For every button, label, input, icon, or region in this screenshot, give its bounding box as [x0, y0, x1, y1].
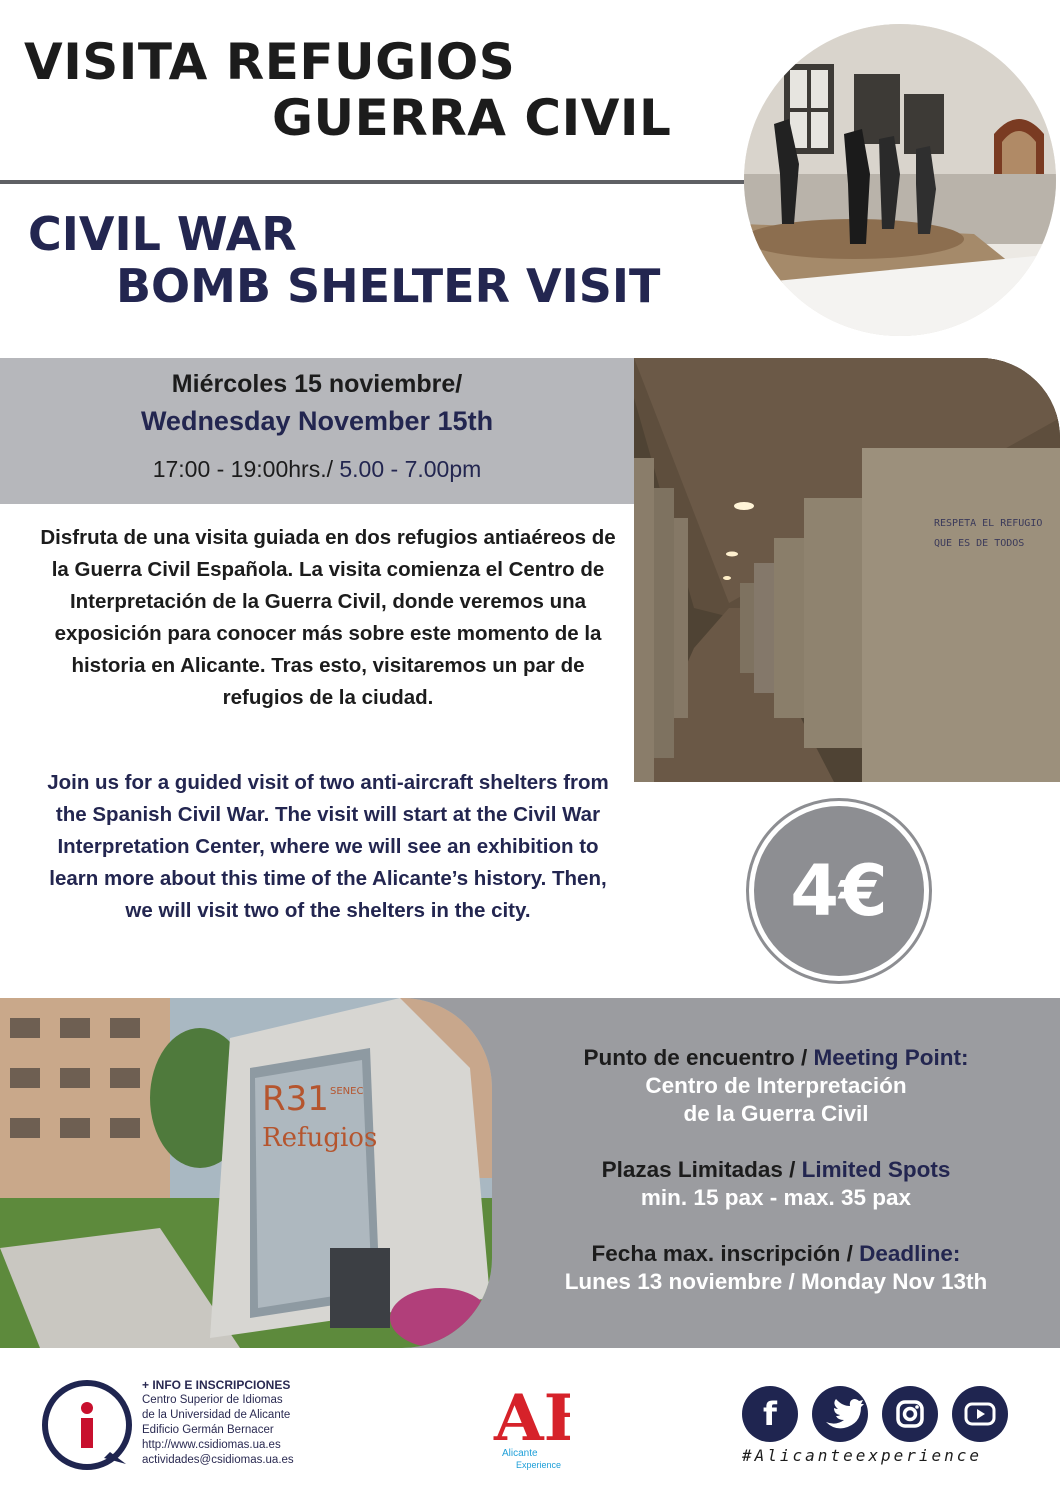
logo-sub2: Experience [516, 1460, 562, 1470]
title-en-line1: CIVIL WAR [28, 207, 297, 261]
price-badge: 4€ [754, 806, 924, 976]
twitter-icon[interactable] [812, 1386, 868, 1442]
meeting-value-line1: Centro de Interpretación [645, 1073, 907, 1098]
contact-heading: + INFO E INSCRIPCIONES [142, 1378, 291, 1392]
spots-value: min. 15 pax - max. 35 pax [640, 1185, 912, 1210]
header-divider [0, 180, 760, 184]
contact-line: de la Universidad de Alicante [142, 1409, 291, 1421]
contact-info [142, 1378, 382, 1468]
youtube-icon[interactable] [952, 1386, 1008, 1442]
entrance-sign-word: Refugios [262, 1123, 378, 1153]
email-link[interactable]: actividades@csidiomas.ua.es [142, 1454, 294, 1466]
contact-line: Centro Superior de Idiomas [142, 1394, 283, 1406]
description-english: Join us for a guided visit of two anti-aircraft shelters from the Spanish Civil War. The visit will start at the Civil War Interpretation Center, where we will see an exhibition to learn more about this time of the Alicante’s history. Then, we will visit two of the shelters in the city. [47, 771, 609, 922]
tunnel-sign-line2: QUE ES DE TODOS [934, 538, 1025, 549]
limited-spots [512, 1156, 1040, 1212]
shelter-entrance-photo [0, 998, 492, 1348]
entrance-sign-code: R31 [262, 1079, 329, 1119]
deadline-value: Lunes 13 noviembre / Monday Nov 13th [564, 1269, 988, 1294]
deadline [512, 1240, 1040, 1296]
title-en-line2: BOMB SHELTER VISIT [116, 259, 661, 313]
logo-sub1: Alicante [502, 1448, 538, 1459]
alicante-experience-logo [490, 1368, 570, 1478]
time-spanish: 17:00 - 19:00hrs./ [152, 456, 333, 482]
deadline-key-en: Deadline: [859, 1241, 961, 1266]
title-spanish [24, 34, 744, 146]
title-english [28, 208, 748, 312]
time-range [0, 456, 634, 483]
meeting-key-es: Punto de encuentro / [583, 1045, 814, 1070]
date-spanish: Miércoles 15 noviembre/ [171, 370, 463, 398]
contact-line: Edificio Germán Bernacer [142, 1424, 274, 1436]
deadline-key-es: Fecha max. inscripción / [591, 1241, 860, 1266]
title-es-line1: VISITA REFUGIOS [24, 33, 516, 91]
shelter-tunnel-photo [634, 358, 1060, 782]
description-spanish: Disfruta de una visita guiada en dos refugios antiaéreos de la Guerra Civil Española. La visita comienza el Centro de Interpretación de la Guerra Civil, donde veremos una exposición para conocer más sobre este momento de la historia en Alicante. Tras esto, visitaremos un par de refugios de la ciudad. [40, 526, 616, 709]
meeting-point [512, 1044, 1040, 1128]
instagram-icon[interactable] [882, 1386, 938, 1442]
entrance-sign-small: SENEC [330, 1086, 364, 1097]
logo-letters: AE [494, 1381, 570, 1456]
date-english: Wednesday November 15th [140, 406, 494, 436]
tunnel-sign-line1: RESPETA EL REFUGIO [934, 518, 1043, 529]
hashtag: #Alicanteexperience [742, 1446, 983, 1465]
time-english: 5.00 - 7.00pm [339, 456, 482, 482]
info-icon [42, 1380, 132, 1470]
meeting-value-line2: de la Guerra Civil [683, 1101, 869, 1126]
title-es-line2: GUERRA CIVIL [272, 89, 672, 147]
meeting-key-en: Meeting Point: [813, 1045, 969, 1070]
exhibition-photo [744, 24, 1056, 336]
spots-key-en: Limited Spots [801, 1157, 951, 1182]
facebook-glyph: f [763, 1395, 777, 1433]
facebook-icon[interactable] [742, 1386, 798, 1442]
website-link[interactable]: http://www.csidiomas.ua.es [142, 1439, 281, 1451]
spots-key-es: Plazas Limitadas / [601, 1157, 802, 1182]
